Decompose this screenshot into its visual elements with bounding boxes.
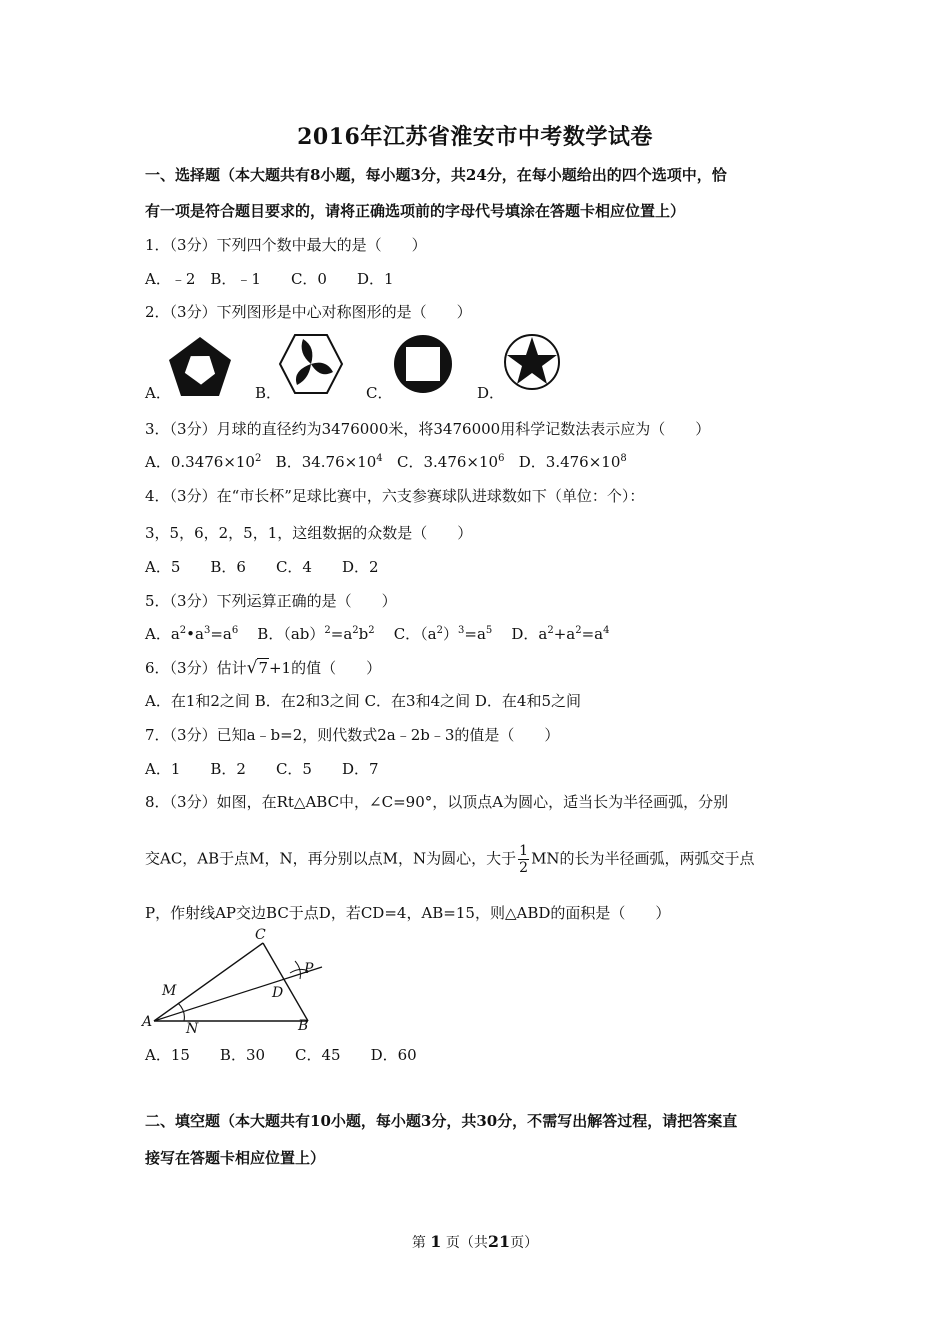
- q2-option-d-label: D．: [477, 384, 505, 402]
- q2-option-c-label: C．: [366, 384, 393, 402]
- section2-header-line2: 接写在答题卡相应位置上）: [145, 1149, 326, 1167]
- section1-header-line1: 一、选择题（本大题共有8小题，每小题3分，共24分，在每小题给出的四个选项中，恰: [145, 166, 727, 184]
- q8-line1: 8．（3分）如图，在Rt△ABC中，∠C=90°，以顶点A为圆心，适当长为半径画弧，分别: [145, 793, 729, 811]
- q2-figure-a-pentagon: [165, 334, 235, 400]
- q6-stem: 6．（3分）估计√7+1的值（ ）: [145, 658, 382, 678]
- q3-options: A．$0.3476\times 10^2$ B．$34.76\times 10^4$ C．$3.476\times 10^6$ D．$3.476\times 10^8$: [145, 453, 627, 471]
- label-m: M: [162, 983, 177, 999]
- q2-option-b-label: B．: [255, 384, 282, 402]
- sqrt-radicand: 7: [258, 659, 268, 677]
- q2-figure-d-star-in-circle: [503, 333, 561, 391]
- q4-stem-2: 3，5，6，2，5，1，这组数据的众数是（ ）: [145, 524, 473, 542]
- q8-triangle-figure: [140, 925, 340, 1040]
- q8-options: A．15 B．30 C．45 D．60: [145, 1046, 417, 1064]
- q2-option-a-label: A．: [145, 384, 171, 402]
- section2-header-line1: 二、填空题（本大题共有10小题，每小题3分，共30分，不需写出解答过程，请把答案直: [145, 1112, 738, 1130]
- q4-options: A．5 B．6 C．4 D．2: [145, 558, 379, 576]
- label-n: N: [186, 1021, 199, 1037]
- q2-stem: 2．（3分）下列图形是中心对称图形的是（ ）: [145, 303, 472, 321]
- page-total: 21: [487, 1232, 511, 1251]
- fraction-one-half: $\frac{1}{2}$: [519, 843, 529, 876]
- q8-line3: P，作射线AP交边BC于点D，若CD=4，AB=15，则△ABD的面积是（ ）: [145, 904, 671, 922]
- page-footer: 第 1 页（共21页）: [411, 1232, 539, 1251]
- label-b: B: [298, 1018, 309, 1034]
- page-number: 1: [430, 1232, 442, 1251]
- label-c: C: [255, 927, 266, 943]
- q2-figure-c-square-in-circle: [392, 333, 454, 395]
- q1-stem: 1．（3分）下列四个数中最大的是（ ）: [145, 236, 427, 254]
- section1-header-line2: 有一项是符合题目要求的，请将正确选项前的字母代号填涂在答题卡相应位置上）: [145, 202, 686, 220]
- q4-stem: 4．（3分）在“市长杯”足球比赛中，六支参赛球队进球数如下（单位：个）：: [145, 487, 645, 505]
- label-a: A: [142, 1014, 153, 1030]
- q1-options: A．﹣2 B．﹣1 C．0 D．1: [145, 270, 394, 288]
- q6-options: A．在1和2之间 B．在2和3之间 C．在3和4之间 D．在4和5之间: [145, 692, 582, 710]
- q5-stem: 5．（3分）下列运算正确的是（ ）: [145, 592, 397, 610]
- label-d: D: [272, 985, 284, 1001]
- q5-options: A．$a^2•a^3=a^6$ B．$(ab)^2=a^2b^2$ C．$(a^2)^3=a^5$ D．$a^2+a^2=a^4$: [145, 625, 610, 643]
- q8-line2: 交AC，AB于点M，N，再分别以点M，N为圆心，大于 $\frac{1}{2}$ MN的长为半径画弧，两弧交于点: [145, 843, 755, 876]
- q7-stem: 7．（3分）已知a﹣b=2，则代数式2a﹣2b﹣3的值是（ ）: [145, 726, 560, 744]
- q3-stem: 3．（3分）月球的直径约为3476000米，将3476000用科学记数法表示应为（ ）: [145, 420, 711, 438]
- q7-options: A．1 B．2 C．5 D．7: [145, 760, 379, 778]
- page-title: 2016年江苏省淮安市中考数学试卷: [297, 124, 653, 150]
- label-p: P: [304, 961, 314, 977]
- q2-figure-b-hexagon: [278, 333, 344, 395]
